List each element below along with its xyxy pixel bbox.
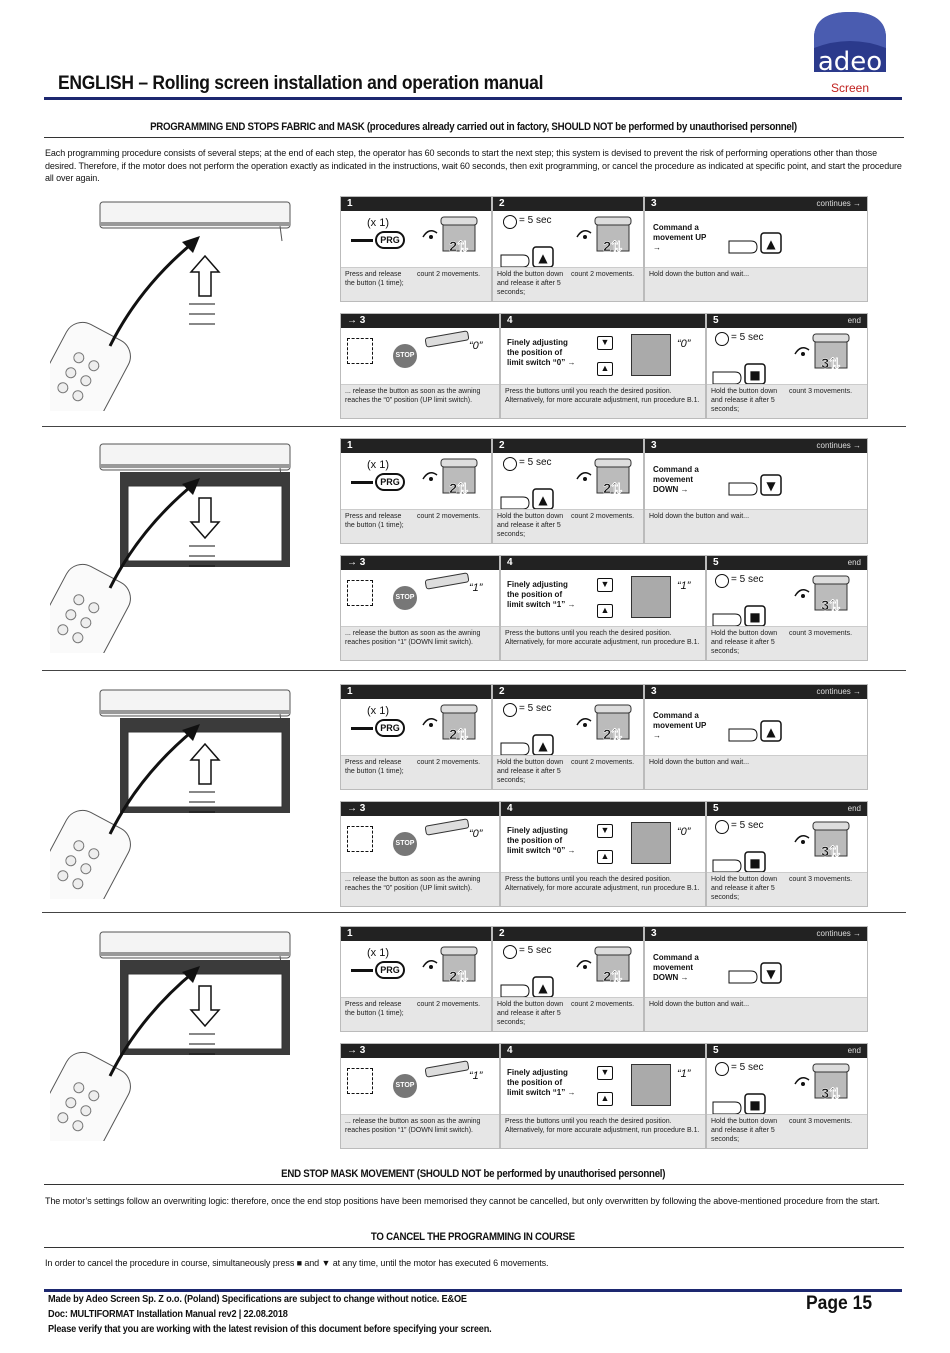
step-number: 1 (347, 928, 353, 939)
step-3-release (340, 313, 500, 419)
command-text: Command a movement UP → (653, 711, 707, 740)
step-illustration (341, 941, 491, 997)
step-5 (706, 1043, 868, 1149)
hand-button-icon (725, 453, 795, 514)
prg-button: PRG (375, 961, 405, 979)
step-ref: → 3 (347, 1045, 366, 1056)
step-caption: Hold down the button and wait... (645, 509, 867, 543)
hold-5sec-icon: = 5 sec ■ (709, 570, 785, 626)
step-header (645, 685, 867, 699)
step-number: 3 (651, 928, 657, 939)
cross-icon (347, 1068, 373, 1094)
stop-icon: STOP (393, 586, 417, 610)
step-number: 4 (507, 315, 513, 326)
intro-paragraph: Each programming procedure consists of several steps; at the end of each step, the operator has 60 seconds to start the next step; this system is devised to prevent the risk of performing operations other than those desired. Therefore, if the motor does not perform the operation exactly as indicated in the instructions, wait 60 seconds, then exit programming, or cancel the procedure as indicated at specific point, and start the procedure all over again. (45, 148, 902, 183)
end-tag: end (847, 1046, 861, 1055)
count-number: 2⇅ (603, 238, 623, 254)
step-illustration (707, 328, 867, 384)
step-caption: Hold the button down and release it after 5 seconds; count 2 movements. (493, 267, 643, 301)
step-caption: Hold the button down and release it after 5 seconds; count 3 movements. (707, 384, 867, 418)
cancel-paragraph: In order to cancel the procedure in course, simultaneously press ■ and ▼ at any time, until the motor has executed 6 movements. (45, 1258, 549, 1268)
step-illustration (341, 1058, 499, 1114)
adjust-text: Finely adjusting the position of limit switch “0” → (507, 826, 576, 855)
arrow-icon (351, 727, 373, 730)
step-caption: ... release the button as soon as the awning reaches position “1” (DOWN limit switch). (341, 626, 499, 660)
fabric-icon (631, 576, 671, 618)
step-header (341, 314, 499, 328)
step-number: 5 (713, 557, 719, 568)
prg-button: PRG (375, 719, 405, 737)
svg-text:■: ■ (749, 1098, 761, 1112)
fabric-icon (631, 334, 671, 376)
roller-icon (424, 1060, 469, 1077)
hand-button-icon (725, 941, 795, 1002)
position-label: “1” (469, 1070, 483, 1082)
stop-icon: STOP (393, 1074, 417, 1098)
screen-remote-illustration (50, 684, 300, 899)
step-1 (340, 684, 492, 790)
step-ref: → 3 (347, 315, 366, 326)
count-number: 2⇅ (449, 726, 469, 742)
command-text: Command a movement DOWN → (653, 465, 699, 494)
step-number: 5 (713, 803, 719, 814)
screen-remote-illustration (50, 926, 300, 1141)
step-illustration (501, 1058, 705, 1114)
step-illustration (341, 570, 499, 626)
step-header (341, 685, 491, 699)
hold-5sec-icon: = 5 sec ▲ (497, 941, 569, 997)
count-number: 2⇅ (449, 480, 469, 496)
step-illustration (341, 699, 491, 755)
step-number: 5 (713, 315, 719, 326)
roller-icon (424, 330, 469, 347)
footer-maker: Made by Adeo Screen Sp. Z o.o. (Poland) Specifications are subject to change without notice. E&OE (48, 1294, 467, 1305)
step-number: 2 (499, 686, 505, 697)
position-label: “0” (469, 340, 483, 352)
step-illustration (341, 211, 491, 267)
cross-icon (347, 826, 373, 852)
roller-count-icon (789, 328, 859, 389)
roller-count-icon (571, 941, 641, 1002)
step-number: 5 (713, 1045, 719, 1056)
step-3 (644, 684, 868, 790)
steps-panel-top (340, 196, 868, 302)
step-header (341, 556, 499, 570)
step-4 (500, 555, 706, 661)
count-number: 3⇅ (821, 1085, 841, 1101)
count-number: 3⇅ (821, 355, 841, 371)
step-illustration (645, 941, 867, 997)
section-rule (44, 1247, 904, 1248)
step-caption: Press and release the button (1 time); count 2 movements. (341, 997, 491, 1031)
step-caption: ... release the button as soon as the awning reaches the “0” position (UP limit switch). (341, 872, 499, 906)
hold-5sec-icon: = 5 sec ▲ (497, 211, 569, 267)
screen-remote-illustration (50, 196, 300, 411)
arrow-icon (351, 239, 373, 242)
adjust-text: Finely adjusting the position of limit switch “1” → (507, 580, 576, 609)
hold-5sec-icon: = 5 sec ■ (709, 816, 785, 872)
roller-count-icon (789, 1058, 859, 1119)
continues-tag: continues → (816, 687, 861, 696)
step-caption: Press the buttons until you reach the desired position. Alternatively, for more accurate adjustment, run procedure B.1. (501, 384, 705, 418)
step-header (645, 927, 867, 941)
step-illustration (645, 453, 867, 509)
roller-count-icon (571, 699, 641, 760)
fabric-icon (631, 1064, 671, 1106)
hand-button-icon (725, 699, 795, 760)
step-3 (644, 196, 868, 302)
adjust-text: Finely adjusting the position of limit switch “1” → (507, 1068, 576, 1097)
step-number: 4 (507, 1045, 513, 1056)
fabric-icon (631, 822, 671, 864)
roller-count-icon (417, 453, 487, 514)
step-ref: → 3 (347, 557, 366, 568)
step-header (707, 556, 867, 570)
down-button-icon: ▼ (597, 336, 613, 350)
step-caption: Hold the button down and release it after 5 seconds; count 3 movements. (707, 872, 867, 906)
step-number: 2 (499, 198, 505, 209)
down-button-icon: ▼ (597, 824, 613, 838)
hold-5sec-icon: = 5 sec ■ (709, 328, 785, 384)
roller-count-icon (571, 211, 641, 272)
step-header (341, 197, 491, 211)
step-caption: ... release the button as soon as the awning reaches the “0” position (UP limit switch). (341, 384, 499, 418)
document-title: ENGLISH – Rolling screen installation and operation manual (58, 73, 544, 94)
roller-count-icon (417, 699, 487, 760)
up-button-icon: ▲ (597, 850, 613, 864)
arrow-icon (351, 481, 373, 484)
svg-text:▲: ▲ (766, 237, 776, 251)
command-text: Command a movement DOWN → (653, 953, 699, 982)
section-heading-mask-movement: END STOP MASK MOVEMENT (SHOULD NOT be performed by unauthorised personnel) (280, 1168, 666, 1180)
step-illustration (501, 570, 705, 626)
roller-icon (424, 818, 469, 835)
times-one: (x 1) (367, 705, 389, 717)
svg-text:■: ■ (749, 610, 761, 624)
steps-panel-top (340, 438, 868, 544)
step-caption: Press the buttons until you reach the desired position. Alternatively, for more accurate adjustment, run procedure B.1. (501, 872, 705, 906)
prg-button: PRG (375, 473, 405, 491)
step-caption: Hold down the button and wait... (645, 267, 867, 301)
hold-5sec-icon: = 5 sec ■ (709, 1058, 785, 1114)
roller-count-icon (417, 941, 487, 1002)
step-illustration (341, 453, 491, 509)
step-3-release (340, 1043, 500, 1149)
section-heading-cancel: TO CANCEL THE PROGRAMMING IN COURSE (371, 1231, 575, 1243)
prg-button: PRG (375, 231, 405, 249)
step-caption: Hold the button down and release it after 5 seconds; count 3 movements. (707, 626, 867, 660)
section-rule (44, 1184, 904, 1185)
count-number: 2⇅ (449, 968, 469, 984)
position-label: “0” (677, 338, 691, 350)
step-5 (706, 555, 868, 661)
step-illustration (707, 570, 867, 626)
roller-count-icon (789, 570, 859, 631)
svg-text:▼: ▼ (766, 479, 776, 493)
step-caption: Press and release the button (1 time); count 2 movements. (341, 755, 491, 789)
steps-panel-top (340, 684, 868, 790)
steps-panel-top (340, 926, 868, 1032)
adeo-logo (806, 8, 894, 96)
step-illustration (645, 699, 867, 755)
step-2 (492, 926, 644, 1032)
adjust-text: Finely adjusting the position of limit switch “0” → (507, 338, 576, 367)
down-button-icon: ▼ (597, 578, 613, 592)
step-illustration (493, 453, 643, 509)
step-header (707, 1044, 867, 1058)
steps-panel-bottom (340, 313, 868, 419)
steps-panel-bottom (340, 1043, 868, 1149)
step-header (341, 1044, 499, 1058)
continues-tag: continues → (816, 441, 861, 450)
step-caption: Press and release the button (1 time); count 2 movements. (341, 509, 491, 543)
title-rule (44, 97, 902, 100)
stop-icon: STOP (393, 832, 417, 856)
step-3 (644, 438, 868, 544)
times-one: (x 1) (367, 459, 389, 471)
step-4 (500, 1043, 706, 1149)
step-3-release (340, 555, 500, 661)
cross-icon (347, 580, 373, 606)
count-number: 2⇅ (603, 480, 623, 496)
step-5 (706, 313, 868, 419)
svg-text:▲: ▲ (538, 739, 548, 753)
up-button-icon: ▲ (597, 604, 613, 618)
down-button-icon: ▼ (597, 1066, 613, 1080)
count-number: 2⇅ (449, 238, 469, 254)
section-heading-programming: PROGRAMMING END STOPS FABRIC and MASK (procedures already carried out in factory, SHOULD NOT be performed by unauthorised personnel) (149, 121, 797, 133)
step-number: 2 (499, 928, 505, 939)
step-caption: Hold the button down and release it after 5 seconds; count 2 movements. (493, 509, 643, 543)
up-button-icon: ▲ (597, 1092, 613, 1106)
roller-count-icon (789, 816, 859, 877)
up-button-icon: ▲ (597, 362, 613, 376)
step-header (645, 197, 867, 211)
step-caption: Hold down the button and wait... (645, 997, 867, 1031)
step-5 (706, 801, 868, 907)
times-one: (x 1) (367, 947, 389, 959)
step-header (341, 927, 491, 941)
step-4 (500, 313, 706, 419)
position-label: “0” (469, 828, 483, 840)
roller-icon (424, 572, 469, 589)
step-header (645, 439, 867, 453)
step-header (493, 439, 643, 453)
step-4 (500, 801, 706, 907)
step-1 (340, 438, 492, 544)
end-tag: end (847, 804, 861, 813)
step-caption: Hold down the button and wait... (645, 755, 867, 789)
step-number: 1 (347, 198, 353, 209)
position-label: “1” (677, 1068, 691, 1080)
step-header (493, 197, 643, 211)
end-tag: end (847, 558, 861, 567)
svg-text:▲: ▲ (538, 981, 548, 995)
position-label: “1” (677, 580, 691, 592)
row-divider (42, 426, 906, 427)
svg-text:▲: ▲ (538, 251, 548, 265)
step-illustration (341, 816, 499, 872)
step-number: 1 (347, 686, 353, 697)
step-illustration (707, 816, 867, 872)
step-illustration (493, 211, 643, 267)
step-3-release (340, 801, 500, 907)
section-rule (44, 137, 904, 138)
footer-notice: Please verify that you are working with the latest revision of this document before specifying your screen. (48, 1324, 492, 1335)
continues-tag: continues → (816, 199, 861, 208)
step-caption: ... release the button as soon as the awning reaches position “1” (DOWN limit switch). (341, 1114, 499, 1148)
step-number: 4 (507, 803, 513, 814)
step-number: 2 (499, 440, 505, 451)
step-illustration (341, 328, 499, 384)
stop-icon: STOP (393, 344, 417, 368)
step-illustration (501, 328, 705, 384)
step-header (341, 439, 491, 453)
position-label: “0” (677, 826, 691, 838)
step-2 (492, 196, 644, 302)
step-caption: Hold the button down and release it after 5 seconds; count 2 movements. (493, 997, 643, 1031)
continues-tag: continues → (816, 929, 861, 938)
step-number: 1 (347, 440, 353, 451)
position-label: “1” (469, 582, 483, 594)
logo-sub: Screen (830, 81, 870, 95)
step-3 (644, 926, 868, 1032)
footer-rule (44, 1289, 902, 1292)
hand-button-icon (725, 211, 795, 272)
count-number: 3⇅ (821, 843, 841, 859)
step-header (341, 802, 499, 816)
step-2 (492, 438, 644, 544)
step-illustration (493, 941, 643, 997)
step-illustration (645, 211, 867, 267)
step-illustration (501, 816, 705, 872)
step-caption: Press and release the button (1 time); count 2 movements. (341, 267, 491, 301)
step-caption: Press the buttons until you reach the desired position. Alternatively, for more accurate adjustment, run procedure B.1. (501, 1114, 705, 1148)
count-number: 3⇅ (821, 597, 841, 613)
screen-remote-illustration (50, 438, 300, 653)
steps-panel-bottom (340, 801, 868, 907)
svg-text:▼: ▼ (766, 967, 776, 981)
steps-panel-bottom (340, 555, 868, 661)
page-number: Page 15 (806, 1293, 873, 1314)
svg-text:■: ■ (749, 856, 761, 870)
step-number: 3 (651, 198, 657, 209)
times-one: (x 1) (367, 217, 389, 229)
step-number: 3 (651, 686, 657, 697)
step-ref: → 3 (347, 803, 366, 814)
step-header (493, 685, 643, 699)
step-header (501, 802, 705, 816)
roller-count-icon (571, 453, 641, 514)
svg-text:▲: ▲ (538, 493, 548, 507)
step-illustration (493, 699, 643, 755)
arrow-icon (351, 969, 373, 972)
row-divider (42, 670, 906, 671)
logo-brand: adeo (817, 47, 883, 77)
step-header (493, 927, 643, 941)
step-header (501, 556, 705, 570)
step-number: 4 (507, 557, 513, 568)
svg-text:▲: ▲ (766, 725, 776, 739)
step-1 (340, 926, 492, 1032)
step-header (501, 314, 705, 328)
step-caption: Press the buttons until you reach the desired position. Alternatively, for more accurate adjustment, run procedure B.1. (501, 626, 705, 660)
footer-doc: Doc: MULTIFORMAT Installation Manual rev2 | 22.08.2018 (48, 1309, 288, 1320)
step-illustration (707, 1058, 867, 1114)
step-2 (492, 684, 644, 790)
cross-icon (347, 338, 373, 364)
row-divider (42, 912, 906, 913)
hold-5sec-icon: = 5 sec ▲ (497, 453, 569, 509)
hold-5sec-icon: = 5 sec ▲ (497, 699, 569, 755)
step-header (501, 1044, 705, 1058)
step-header (707, 314, 867, 328)
step-header (707, 802, 867, 816)
count-number: 2⇅ (603, 968, 623, 984)
step-number: 3 (651, 440, 657, 451)
command-text: Command a movement UP → (653, 223, 707, 252)
step-caption: Hold the button down and release it after 5 seconds; count 3 movements. (707, 1114, 867, 1148)
roller-count-icon (417, 211, 487, 272)
step-caption: Hold the button down and release it after 5 seconds; count 2 movements. (493, 755, 643, 789)
step-1 (340, 196, 492, 302)
svg-text:■: ■ (749, 368, 761, 382)
overwrite-paragraph: The motor’s settings follow an overwriting logic: therefore, once the end stop positions have been memorised they cannot be cancelled, but only overwritten by following the above-mentioned procedure from the start. (45, 1196, 880, 1206)
count-number: 2⇅ (603, 726, 623, 742)
end-tag: end (847, 316, 861, 325)
